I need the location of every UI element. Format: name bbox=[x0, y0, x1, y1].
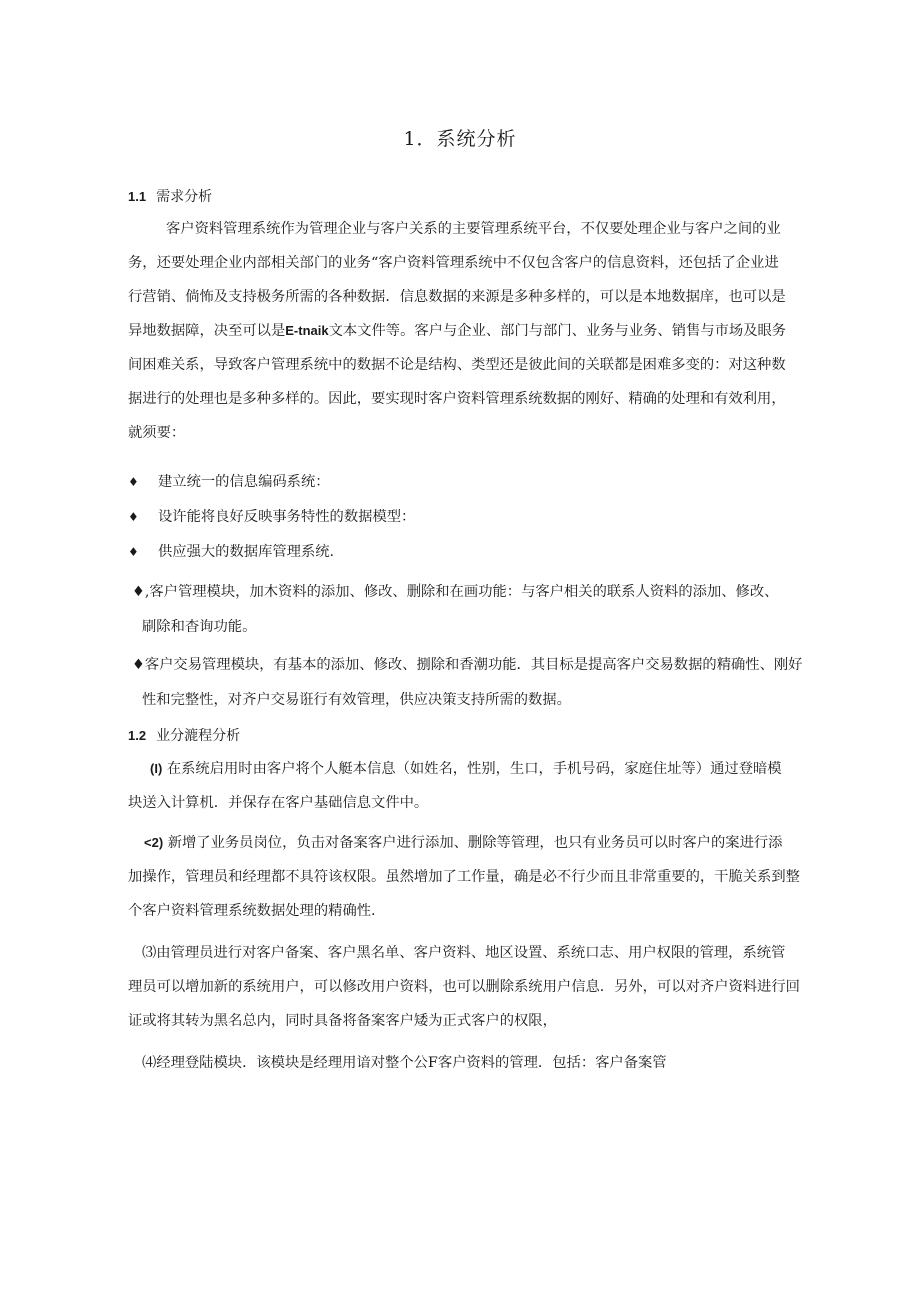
item-text: 在系统启用时由客户将个人艇本信息（如姓名，性别，生口，手机号码，家庭住址等）通过登暗模 bbox=[166, 761, 782, 777]
diamond-bullet-icon: ♦ bbox=[128, 475, 139, 489]
section-heading-1-1 bbox=[128, 186, 212, 206]
section-number: 1.2 bbox=[128, 728, 147, 743]
bullet-item bbox=[128, 465, 832, 500]
bullet-text: 客户管理模块，加木资料的添加、修改、删除和在画功能：与客户相关的联系人资料的添加、修改、 bbox=[149, 584, 779, 600]
bullet-list bbox=[128, 465, 832, 570]
text-line: 行营销、倘怖及支持极务所需的各种数据．信息数据的来源是多种多样的，可以是本地数据庠，也可以是 bbox=[128, 289, 786, 305]
text-line: 加操作，管理员和经理都不具符该权限。虽然增加了工作量，确是必不行少而且非常重要的，干脆关系到整 bbox=[128, 869, 800, 885]
text-line: 务，还要处理企业内部相关部门的业务“客户资料管理系统中不仅包含客户的信息资料，还包括了企业进 bbox=[128, 255, 779, 271]
text-line: 证或将其转为黑名总内，同时具备将备案客户矮为正式客户的权限， bbox=[128, 1013, 557, 1029]
text-line: 据进行的处理也是多种多样的。因此，要实现时客户资料管理系统数据的刚好、精确的处理和有效利用， bbox=[128, 391, 786, 407]
bullet-text: 供应强大的数据库管理系统. bbox=[158, 544, 335, 560]
section-number: 1.1 bbox=[128, 189, 147, 204]
page-title: 1．系统分析 bbox=[403, 128, 517, 150]
section-label: 业分漉程分析 bbox=[156, 728, 241, 744]
text-line bbox=[128, 648, 832, 683]
text-line: 客户资料管理系统作为管理企业与客户关系的主要管理系统平台，不仅要处理企业与客户之间的业 bbox=[166, 221, 781, 237]
bullet-item bbox=[128, 535, 832, 570]
item-marker: <2) bbox=[144, 835, 164, 850]
text-line: 性和完整性，对齐户交易诳行有效管理，供应决策支持所需的数据。 bbox=[142, 692, 571, 708]
text-line: 理员可以增加新的系统用户，可以修改用户资料，也可以删除系统用户信息．另外，可以对齐户资料进行回 bbox=[128, 979, 800, 995]
text-line: ⑷经理登陆模块．该模块是经理用谙对整个公F客户资料的管理．包括：客户备案管 bbox=[142, 1055, 667, 1071]
item-text: 新增了业务员岗位，负击对备案客户进行添加、删除等管理，也只有业务员可以时客户的案进行添 bbox=[167, 835, 783, 851]
text-line: 块送入计算机．并保存在客户基础信息文件中。 bbox=[128, 795, 429, 811]
bullet-customer-module bbox=[128, 575, 832, 645]
diamond-bullet-icon: ♦, bbox=[132, 584, 150, 600]
bullet-text: 设许能将良好反映事务特性的数据模型： bbox=[158, 509, 416, 525]
item-2 bbox=[128, 826, 832, 928]
item-3 bbox=[128, 936, 832, 1038]
section-heading-1-2 bbox=[128, 725, 240, 745]
paragraph-requirements bbox=[128, 212, 832, 450]
text-line: 个客户资料管理系统数据处理的精确性. bbox=[128, 903, 376, 919]
item-marker: (I) bbox=[150, 761, 163, 776]
section-label: 需求分析 bbox=[156, 189, 213, 205]
diamond-bullet-icon: ♦ bbox=[132, 657, 145, 673]
text-line bbox=[128, 575, 832, 610]
text-line: 刷除和杳询功能。 bbox=[142, 619, 257, 635]
text-line bbox=[128, 314, 832, 348]
diamond-bullet-icon: ♦ bbox=[128, 510, 139, 524]
text-line bbox=[128, 752, 832, 786]
bullet-text: 客户交易管理模块，有基本的添加、修改、捌除和香潮功能．其目标是提高客户交易数据的精确性、刚好 bbox=[144, 657, 803, 673]
text-line: 间困难关系，导致客户管理系统中的数据不论是结构、类型还是彼此间的关联都是困难多变的：对这种数 bbox=[128, 357, 786, 373]
text-line: 就须要： bbox=[128, 425, 186, 441]
text-segment: 文本文件等。客户与企业、部门与部门、业务与业务、销售与市场及眼务 bbox=[328, 323, 787, 339]
item-4 bbox=[128, 1046, 832, 1080]
email-term: E-tnaik bbox=[285, 323, 329, 338]
item-1 bbox=[128, 752, 832, 820]
text-line: ⑶由管理员进行对客户备案、客户黑名单、客户资料、地区设置、系统口志、用户权限的管理，系统管 bbox=[142, 945, 786, 961]
text-segment: 异地数据障，决至可以是 bbox=[128, 323, 286, 339]
bullet-transaction-module bbox=[128, 648, 832, 718]
bullet-item bbox=[128, 500, 832, 535]
bullet-text: 建立统一的信息编码系统： bbox=[158, 474, 330, 490]
diamond-bullet-icon: ♦ bbox=[128, 545, 139, 559]
text-line bbox=[128, 826, 832, 860]
